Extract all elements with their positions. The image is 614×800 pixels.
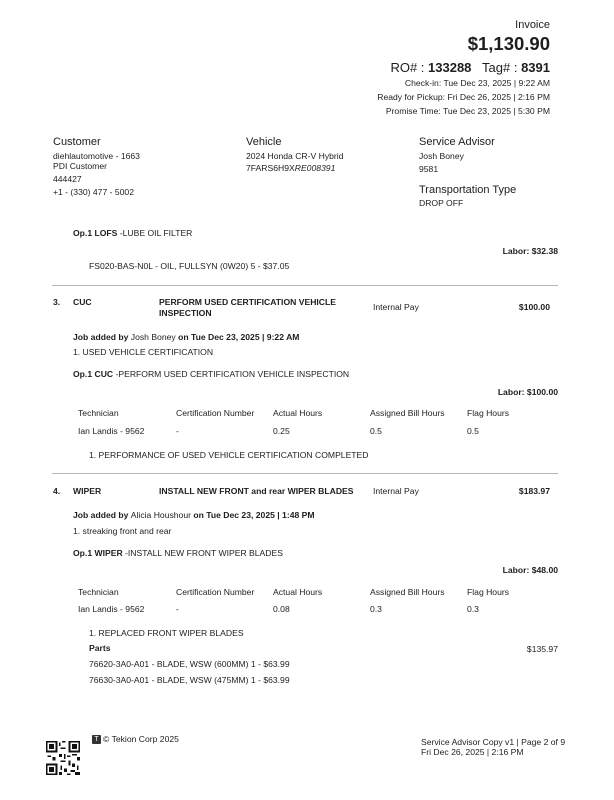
job2-part: FS020-BAS-N0L - OIL, FULLSYN (0W20) 5 - $37.05: [89, 261, 290, 271]
job4-added-date: Tue Dec 23, 2025 | 1:48 PM: [206, 510, 315, 520]
job4-amount: $183.97: [518, 486, 550, 496]
transport-value: DROP OFF: [419, 198, 464, 208]
tech-cell-cert: -: [176, 426, 179, 436]
part-line: 76630-3A0-A01 - BLADE, WSW (475MM) 1 - $63.99: [89, 675, 290, 685]
job4-code: WIPER: [73, 486, 102, 496]
promise-time: Promise Time: Tue Dec 23, 2025 | 5:30 PM: [385, 106, 550, 116]
transport-heading: Transportation Type: [419, 184, 517, 196]
tech-cell-technician: Ian Landis - 9562: [78, 604, 145, 614]
job4-correction: 1. REPLACED FRONT WIPER BLADES: [89, 628, 244, 638]
advisor-heading: Service Advisor: [419, 136, 495, 148]
checkin-time: Check-in: Tue Dec 23, 2025 | 9:22 AM: [404, 78, 550, 88]
vin-prefix: 7FARS6H9X: [246, 163, 295, 173]
job3-added-date: Tue Dec 23, 2025 | 9:22 AM: [190, 332, 300, 342]
tekion-logo-icon: T: [92, 735, 101, 744]
divider: [52, 473, 558, 474]
job3-title-line2: INSPECTION: [159, 308, 212, 318]
job3-added-by-line: Job added by Josh Boney on Tue Dec 23, 2025 | 9:22 AM: [73, 332, 300, 342]
job3-op-desc: -PERFORM USED CERTIFICATION VEHICLE INSPECTION: [113, 369, 350, 379]
job3-labor: Labor: $100.00: [497, 387, 558, 397]
job4-pay-type: Internal Pay: [373, 486, 419, 496]
vin-suffix: RE008391: [294, 163, 336, 173]
job4-operation: [73, 548, 283, 558]
job3-code: CUC: [73, 297, 92, 307]
job3-title-line1: PERFORM USED CERTIFICATION VEHICLE: [159, 297, 336, 307]
footer-copyright: T © Tekion Corp 2025: [92, 734, 179, 744]
tech-header-actual: Actual Hours: [273, 408, 323, 418]
tag-number: 8391: [521, 60, 550, 75]
tech-header-technician: Technician: [78, 408, 119, 418]
ready-time: Ready for Pickup: Fri Dec 26, 2025 | 2:16 PM: [377, 92, 550, 102]
vehicle-heading: Vehicle: [246, 136, 282, 148]
tech-cell-assigned: 0.3: [370, 604, 382, 614]
job4-labor: Labor: $48.00: [502, 565, 558, 575]
job3-concern: 1. USED VEHICLE CERTIFICATION: [73, 347, 214, 357]
tech-header-flag: Flag Hours: [467, 587, 510, 597]
tech-header-actual: Actual Hours: [273, 587, 323, 597]
job2-op-desc: -LUBE OIL FILTER: [117, 228, 193, 238]
tag-label: Tag# :: [482, 60, 518, 75]
qr-code-icon: [46, 741, 80, 775]
tech-header-assigned: Assigned Bill Hours: [370, 587, 445, 597]
job3-amount: $100.00: [518, 302, 550, 312]
customer-type: PDI Customer: [53, 161, 107, 171]
job4-added-by-line: Job added by Alicia Houshour on Tue Dec 23, 2025 | 1:48 PM: [73, 510, 315, 520]
tech-cell-actual: 0.25: [273, 426, 290, 436]
divider: [52, 285, 558, 286]
advisor-name: Josh Boney: [419, 151, 464, 161]
customer-heading: Customer: [53, 136, 101, 148]
job3-operation: [73, 369, 349, 379]
footer-copy-info: Service Advisor Copy v1 | Page 2 of 9: [421, 737, 566, 747]
tech-cell-cert: -: [176, 604, 179, 614]
tech-cell-technician: Ian Landis - 9562: [78, 426, 145, 436]
tech-cell-assigned: 0.5: [370, 426, 382, 436]
tech-header-flag: Flag Hours: [467, 408, 510, 418]
invoice-total: $1,130.90: [467, 33, 550, 54]
tech-header-cert: Certification Number: [176, 587, 255, 597]
customer-name: diehlautomotive - 1663: [53, 151, 140, 161]
customer-phone: +1 - (330) 477 - 5002: [53, 187, 134, 197]
job3-added-by: Josh Boney: [130, 332, 176, 342]
job2-labor: Labor: $32.38: [502, 246, 558, 256]
job4-title: INSTALL NEW FRONT and rear WIPER BLADES: [159, 486, 354, 496]
ro-tag-line: [390, 60, 550, 75]
job4-op-code: Op.1 WIPER: [73, 548, 123, 558]
part-line: 76620-3A0-A01 - BLADE, WSW (600MM) 1 - $63.99: [89, 659, 290, 669]
tech-cell-actual: 0.08: [273, 604, 290, 614]
tech-header-assigned: Assigned Bill Hours: [370, 408, 445, 418]
document-type: Invoice: [515, 19, 550, 31]
vehicle-vin: [246, 163, 335, 173]
job4-concern: 1. streaking front and rear: [73, 526, 172, 536]
customer-id: 444427: [53, 174, 82, 184]
advisor-number: 9581: [419, 164, 439, 174]
tech-cell-flag: 0.5: [467, 426, 479, 436]
job2-op-code: Op.1 LOFS: [73, 228, 118, 238]
parts-heading: Parts: [89, 643, 111, 653]
job4-op-desc: -INSTALL NEW FRONT WIPER BLADES: [122, 548, 283, 558]
job3-number: 3.: [53, 297, 61, 307]
vehicle-model: 2024 Honda CR-V Hybrid: [246, 151, 344, 161]
job4-added-by: Alicia Houshour: [130, 510, 191, 520]
job2-operation: [73, 228, 192, 238]
job3-correction: 1. PERFORMANCE OF USED VEHICLE CERTIFICATION COMPLETED: [89, 450, 369, 460]
job4-number: 4.: [53, 486, 61, 496]
footer-printed-date: Fri Dec 26, 2025 | 2:16 PM: [421, 747, 524, 757]
job3-pay-type: Internal Pay: [373, 302, 419, 312]
ro-number: 133288: [428, 60, 472, 75]
tech-cell-flag: 0.3: [467, 604, 479, 614]
parts-total: $135.97: [526, 644, 558, 654]
ro-label: RO# :: [390, 60, 425, 75]
tech-header-cert: Certification Number: [176, 408, 255, 418]
tech-header-technician: Technician: [78, 587, 119, 597]
job3-op-code: Op.1 CUC: [73, 369, 114, 379]
